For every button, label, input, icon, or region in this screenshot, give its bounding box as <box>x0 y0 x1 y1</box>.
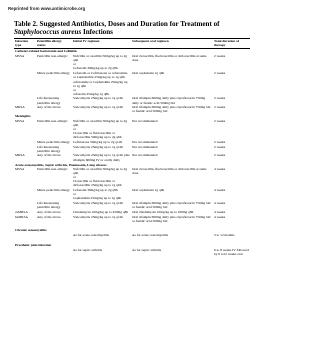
initial-iv-cell: Nafcillin or oxacillin 50mg/kg up to 2g q4h or Cloxacillin or flucloxacillin or dicloxacillin 25mg/kg up to 1g q6h <box>73 167 128 188</box>
duration-cell <box>213 80 250 97</box>
header-row <box>14 39 250 49</box>
table-row <box>14 80 250 97</box>
oral-regimen-cell: Not recommended <box>132 153 158 158</box>
initial-iv-cell: Vancomycin 25mg/kg up to 1g q12h <box>73 105 124 110</box>
table-row <box>14 105 250 114</box>
table-row <box>14 140 250 145</box>
section-title: Prosthetic joint infection <box>15 242 52 247</box>
allergy-status-cell: Minor penicillin allergy <box>37 188 70 193</box>
allergy-status-cell: Penicillin non-allergic <box>37 119 68 124</box>
oral-regimen-cell: Oral clindamycin 10mg/kg up to 450mg q8h <box>132 209 194 214</box>
initial-iv-cell: As for acute osteomyelitis <box>73 233 109 238</box>
oral-regimen-cell: Not recommended <box>132 139 158 144</box>
initial-iv-cell: Vancomycin 25mg/kg up to 1g q12h <box>73 96 124 101</box>
allergy-status-cell <box>36 248 72 257</box>
oral-regimen-cell: Oral cloxacillin, flucloxacillin or dicloxacillin at same dose <box>132 167 207 176</box>
oral-regimen-cell: Oral cephalexin 1g q6h <box>132 70 165 75</box>
duration-cell: 2 weeks <box>214 70 226 75</box>
oral-regimen-cell <box>131 80 213 97</box>
initial-iv-cell: As for septic arthritis <box>73 247 103 252</box>
table-row <box>14 248 250 257</box>
duration-cell: 4 weeks <box>214 214 226 219</box>
table-row <box>14 119 250 140</box>
section-title: Acute osteomyelitis, Septic arthritis, Pneumonia, Lung abscess <box>15 162 107 167</box>
infection-type-cell <box>14 71 36 80</box>
infection-type-cell: MSSA <box>15 53 25 58</box>
oral-regimen-cell: Not recommended <box>132 119 158 124</box>
initial-iv-cell: Cefazolin 30mg/kg up to 2g q8h or Cephalothin 25mg/kg up to 1g q6h <box>73 188 122 201</box>
table-row <box>14 153 250 162</box>
table-row <box>14 145 250 154</box>
section-title: Meningitis <box>15 114 31 119</box>
duration-cell: 4 weeks <box>214 201 226 206</box>
table-row <box>14 215 250 224</box>
initial-iv-cell: Nafcillin or oxacillin 50mg/kg up to 2g q4h or Cloxacillin or flucloxacillin or dicloxacillin 50mg/kg up to 2g q6h <box>73 119 128 140</box>
duration-cell: 2 weeks <box>214 153 226 158</box>
oral-regimen-cell: Oral cloxacillin, flucloxacillin or dicloxacillin at same dose <box>132 53 207 62</box>
infection-type-cell: caMRSA <box>15 209 28 214</box>
initial-iv-cell: Vancomycin 25mg/kg up to 1g q12h <box>73 214 124 219</box>
initial-iv-cell: Vancomycin 25mg/kg up to 1g q12h plus rifampin 600mg IV or orally daily <box>73 153 130 162</box>
table-row <box>14 201 250 210</box>
title-prefix: Table 2. Suggested Antibiotics, Doses and Duration for Treatment of <box>14 20 220 28</box>
allergy-status-cell <box>36 80 72 97</box>
infection-type-cell <box>14 188 36 201</box>
reprint-notice: Reprinted from www.antimicrobe.org <box>8 6 86 11</box>
initial-iv-cell: Ceftriaxone 50mg/kg up to 2g q12h <box>73 139 123 144</box>
initial-iv-cell: Nafcillin or oxacillin 50mg/kg up to 2g q4h or Cefazolin 30mg/kg up to 2g q8h <box>73 53 128 71</box>
duration-cell: 2 weeks <box>214 105 226 110</box>
infection-type-cell <box>14 80 36 97</box>
header-allergy-status: Penicillin allergy status <box>36 39 72 49</box>
oral-regimen-cell: Oral rifampin 600mg daily plus ciprofloxacin 750mg bid or fusidic acid 500mg bid <box>132 214 211 223</box>
table-row <box>14 210 250 215</box>
oral-regimen-cell: Oral cephalexin 1g q6h <box>132 188 165 193</box>
infection-type-cell <box>14 96 36 105</box>
allergy-status-cell: Life threatening penicillin allergy <box>37 201 61 210</box>
initial-iv-cell: cefuroxime or Cephalothin 25mg/kg up to 1g q6h or cefazolin 25mg/kg 1g q8h <box>73 79 128 96</box>
table-body <box>14 48 250 256</box>
table-row <box>14 71 250 80</box>
duration-cell: 2 weeks <box>214 119 226 124</box>
initial-iv-cell: Clindamycin 10mg/kg up to 450mg q8h <box>73 209 129 214</box>
section-title: Chronic osteomyelitis <box>15 228 47 233</box>
oral-regimen-cell: Oral rifampin 600mg daily plus ciprofloxacin 750mg daily or fusidic acid 500mg bid <box>132 96 206 105</box>
oral-regimen-cell: Oral rifampin 600mg daily plus ciprofloxacin 750mg bid or fusidic acid 500mg bid <box>132 105 211 114</box>
initial-iv-cell: Cefazolin or Ceftriaxone or cefuroxime or Cephalothin 25mg/kg up to 1g q6h <box>73 70 128 79</box>
header-oral-regimen: Subsequent oral regimen <box>131 39 213 49</box>
duration-cell: 2 weeks <box>214 144 226 149</box>
infection-type-cell <box>14 201 36 210</box>
infection-type-cell: MRSA <box>15 153 25 158</box>
allergy-status-cell: Penicillin non-allergic <box>37 53 68 58</box>
header-infection-type: Infection type <box>14 39 36 49</box>
table-row <box>14 54 250 71</box>
oral-regimen-cell: Not recommended <box>132 144 158 149</box>
infection-type-cell: haMRSA <box>15 214 28 219</box>
table-header <box>14 39 250 49</box>
duration-cell: 4 weeks <box>214 188 226 193</box>
oral-regimen-cell: As for septic arthritis <box>132 247 162 252</box>
header-initial-iv: Initial IV regimen <box>72 39 131 49</box>
initial-iv-cell: Vancomycin 25mg/kg up to 1g q12h <box>73 201 124 206</box>
header-duration: Total duration of therapy <box>213 39 250 49</box>
allergy-status-cell: Minor penicillin allergy <box>37 139 70 144</box>
duration-cell: 4 weeks <box>214 167 226 172</box>
allergy-status-cell: Any of the above <box>37 214 61 219</box>
infection-type-cell: MRSA <box>15 105 25 110</box>
allergy-status-cell: Any of the above <box>37 153 61 158</box>
initial-iv-cell: Vancomycin 25mg/kg up to 1g q12h <box>73 144 124 149</box>
infection-type-cell: MSSA <box>15 119 25 124</box>
table-row <box>14 167 250 188</box>
allergy-status-cell: Life threatening penicillin allergy <box>37 96 61 105</box>
allergy-status-cell: Any of the above <box>37 105 61 110</box>
infection-type-cell <box>14 248 36 257</box>
allergy-status-cell: Minor penicillin allergy <box>37 70 70 75</box>
title-suffix: Infections <box>81 28 113 36</box>
allergy-status-cell: Any of the above <box>37 209 61 214</box>
antibiotic-table <box>14 38 250 256</box>
infection-type-cell: MSSA <box>15 167 25 172</box>
duration-cell: 2 weeks <box>214 53 226 58</box>
allergy-status-cell: Penicillin non-allergic <box>37 167 68 172</box>
table-title <box>14 20 254 36</box>
allergy-status-cell: Life threatening penicillin allergy <box>37 144 61 153</box>
duration-cell: 6 to 8 weeks IV followed by 6 to12 weeks oral <box>214 247 249 256</box>
duration-cell: 2 weeks <box>214 96 226 101</box>
oral-regimen-cell: Oral rifampin 600mg daily plus ciprofloxacin 750mg bid or fusidic acid 500mg bid <box>132 201 211 210</box>
oral-regimen-cell: As for acute osteomyelitis <box>132 233 168 238</box>
title-organism: Staphylococcus aureus <box>14 28 82 36</box>
section-title: Catheter-related bacteremia and Cellulitis <box>15 49 77 54</box>
infection-type-cell <box>14 145 36 154</box>
table-row <box>14 96 250 105</box>
duration-cell: 3 to 12 months <box>214 233 235 238</box>
duration-cell: 4 weeks <box>214 209 226 214</box>
duration-cell: 2 weeks <box>214 139 226 144</box>
table-row <box>14 188 250 201</box>
